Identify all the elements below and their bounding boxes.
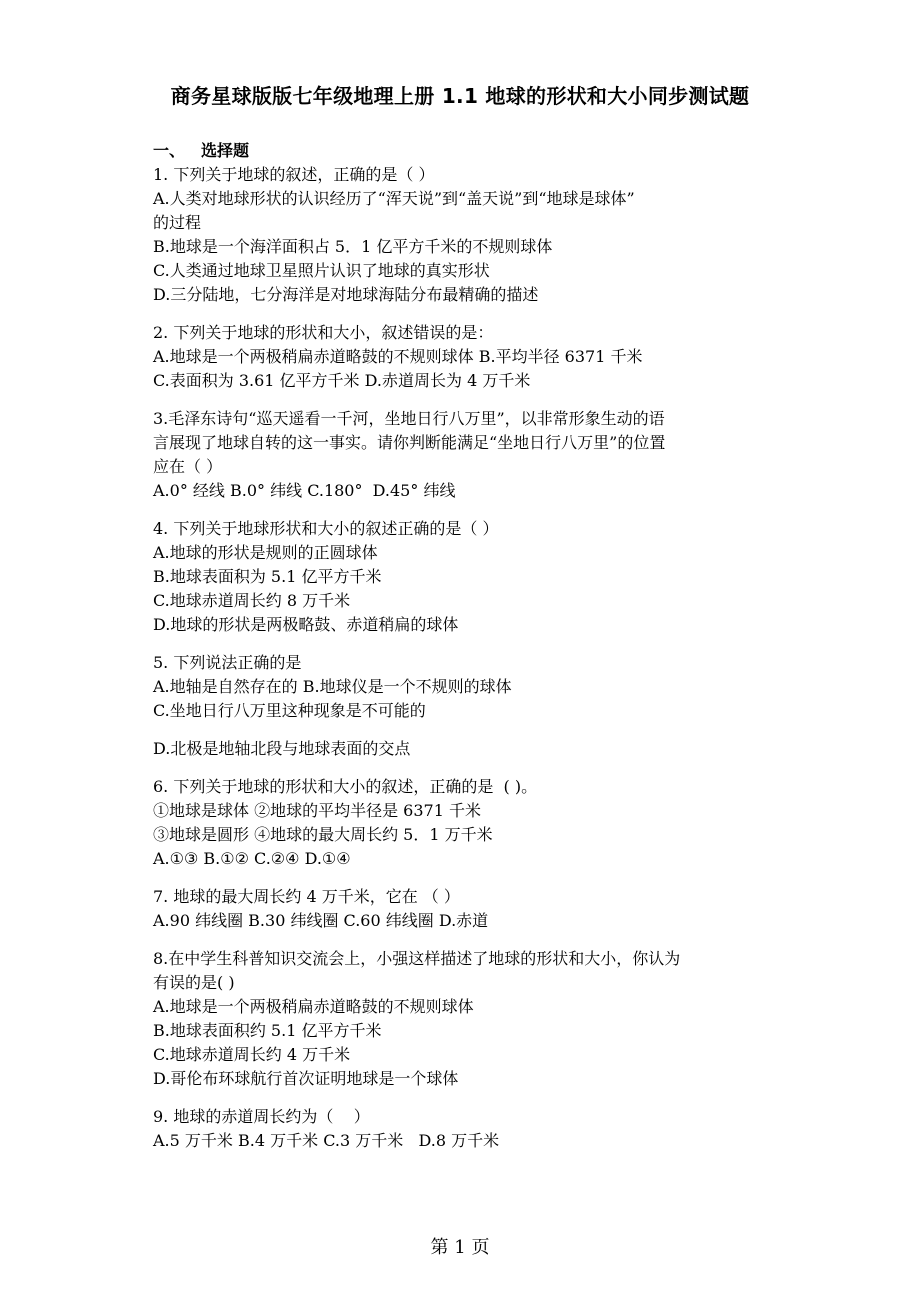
option-line: A.0° 经线 B.0° 纬线 C.180° D.45° 纬线: [153, 481, 456, 500]
option-line: D.地球的形状是两极略鼓、赤道稍扁的球体: [153, 615, 459, 634]
statement-line: ③地球是圆形 ④地球的最大周长约 5．1 万千米: [153, 825, 493, 844]
option-line: D.北极是地轴北段与地球表面的交点: [153, 739, 411, 758]
question-line: 有误的是( ): [153, 973, 235, 992]
option-line: C.地球赤道周长约 8 万千米: [153, 591, 351, 610]
option-line: B.地球表面积约 5.1 亿平方千米: [153, 1021, 382, 1040]
option-line: D.三分陆地，七分海洋是对地球海陆分布最精确的描述: [153, 285, 539, 304]
document-title: 商务星球版版七年级地理上册 1.1 地球的形状和大小同步测试题: [170, 84, 750, 108]
option-line: A.90 纬线圈 B.30 纬线圈 C.60 纬线圈 D.赤道: [153, 911, 489, 930]
question-line: 4. 下列关于地球形状和大小的叙述正确的是（ ）: [153, 519, 499, 538]
option-line: C.人类通过地球卫星照片认识了地球的真实形状: [153, 261, 490, 280]
question-9: [153, 1105, 778, 1153]
question-5: [153, 651, 778, 723]
question-5-option-d: [153, 737, 778, 761]
option-line: D.哥伦布环球航行首次证明地球是一个球体: [153, 1069, 459, 1088]
option-line: B.地球是一个海洋面积占 5．1 亿平方千米的不规则球体: [153, 237, 553, 256]
question-6: [153, 775, 778, 871]
document-body: [153, 139, 778, 1153]
question-line: 9. 地球的赤道周长约为（ ）: [153, 1107, 370, 1126]
question-line: 7. 地球的最大周长约 4 万千米，它在 （ ）: [153, 887, 460, 906]
option-line: A.①③ B.①② C.②④ D.①④: [153, 849, 351, 868]
option-line: C.地球赤道周长约 4 万千米: [153, 1045, 351, 1064]
option-line: A.地球是一个两极稍扁赤道略鼓的不规则球体 B.平均半径 6371 千米: [153, 347, 643, 366]
option-line: A.5 万千米 B.4 万千米 C.3 万千米 D.8 万千米: [153, 1131, 500, 1150]
question-line: 言展现了地球自转的这一事实。请你判断能满足“坐地日行八万里”的位置: [153, 433, 666, 452]
question-3: [153, 407, 778, 503]
option-line: 的过程: [153, 213, 202, 232]
question-line: 2. 下列关于地球的形状和大小，叙述错误的是：: [153, 323, 494, 342]
section-heading: [153, 139, 778, 163]
option-line: C.表面积为 3.61 亿平方千米 D.赤道周长为 4 万千米: [153, 371, 531, 390]
section-label: 选择题: [201, 141, 250, 160]
option-line: A.地轴是自然存在的 B.地球仪是一个不规则的球体: [153, 677, 512, 696]
option-line: C.坐地日行八万里这种现象是不可能的: [153, 701, 426, 720]
question-line: 3.毛泽东诗句“巡天遥看一千河，坐地日行八万里”，以非常形象生动的语: [153, 409, 665, 428]
question-line: 6. 下列关于地球的形状和大小的叙述，正确的是 ( )。: [153, 777, 538, 796]
question-line: 1. 下列关于地球的叙述，正确的是（ ）: [153, 165, 435, 184]
question-2: [153, 321, 778, 393]
question-1: [153, 163, 778, 307]
question-line: 应在（ ）: [153, 457, 223, 476]
question-4: [153, 517, 778, 637]
option-line: A.地球是一个两极稍扁赤道略鼓的不规则球体: [153, 997, 474, 1016]
question-line: 8.在中学生科普知识交流会上，小强这样描述了地球的形状和大小，你认为: [153, 949, 681, 968]
statement-line: ①地球是球体 ②地球的平均半径是 6371 千米: [153, 801, 481, 820]
option-line: A.人类对地球形状的认识经历了“浑天说”到“盖天说”到“地球是球体”: [153, 189, 635, 208]
question-8: [153, 947, 778, 1091]
option-line: B.地球表面积为 5.1 亿平方千米: [153, 567, 382, 586]
question-line: 5. 下列说法正确的是: [153, 653, 302, 672]
option-line: A.地球的形状是规则的正圆球体: [153, 543, 378, 562]
question-7: [153, 885, 778, 933]
section-number: 一、: [153, 141, 186, 160]
page-number: 第 1 页: [430, 1237, 490, 1258]
